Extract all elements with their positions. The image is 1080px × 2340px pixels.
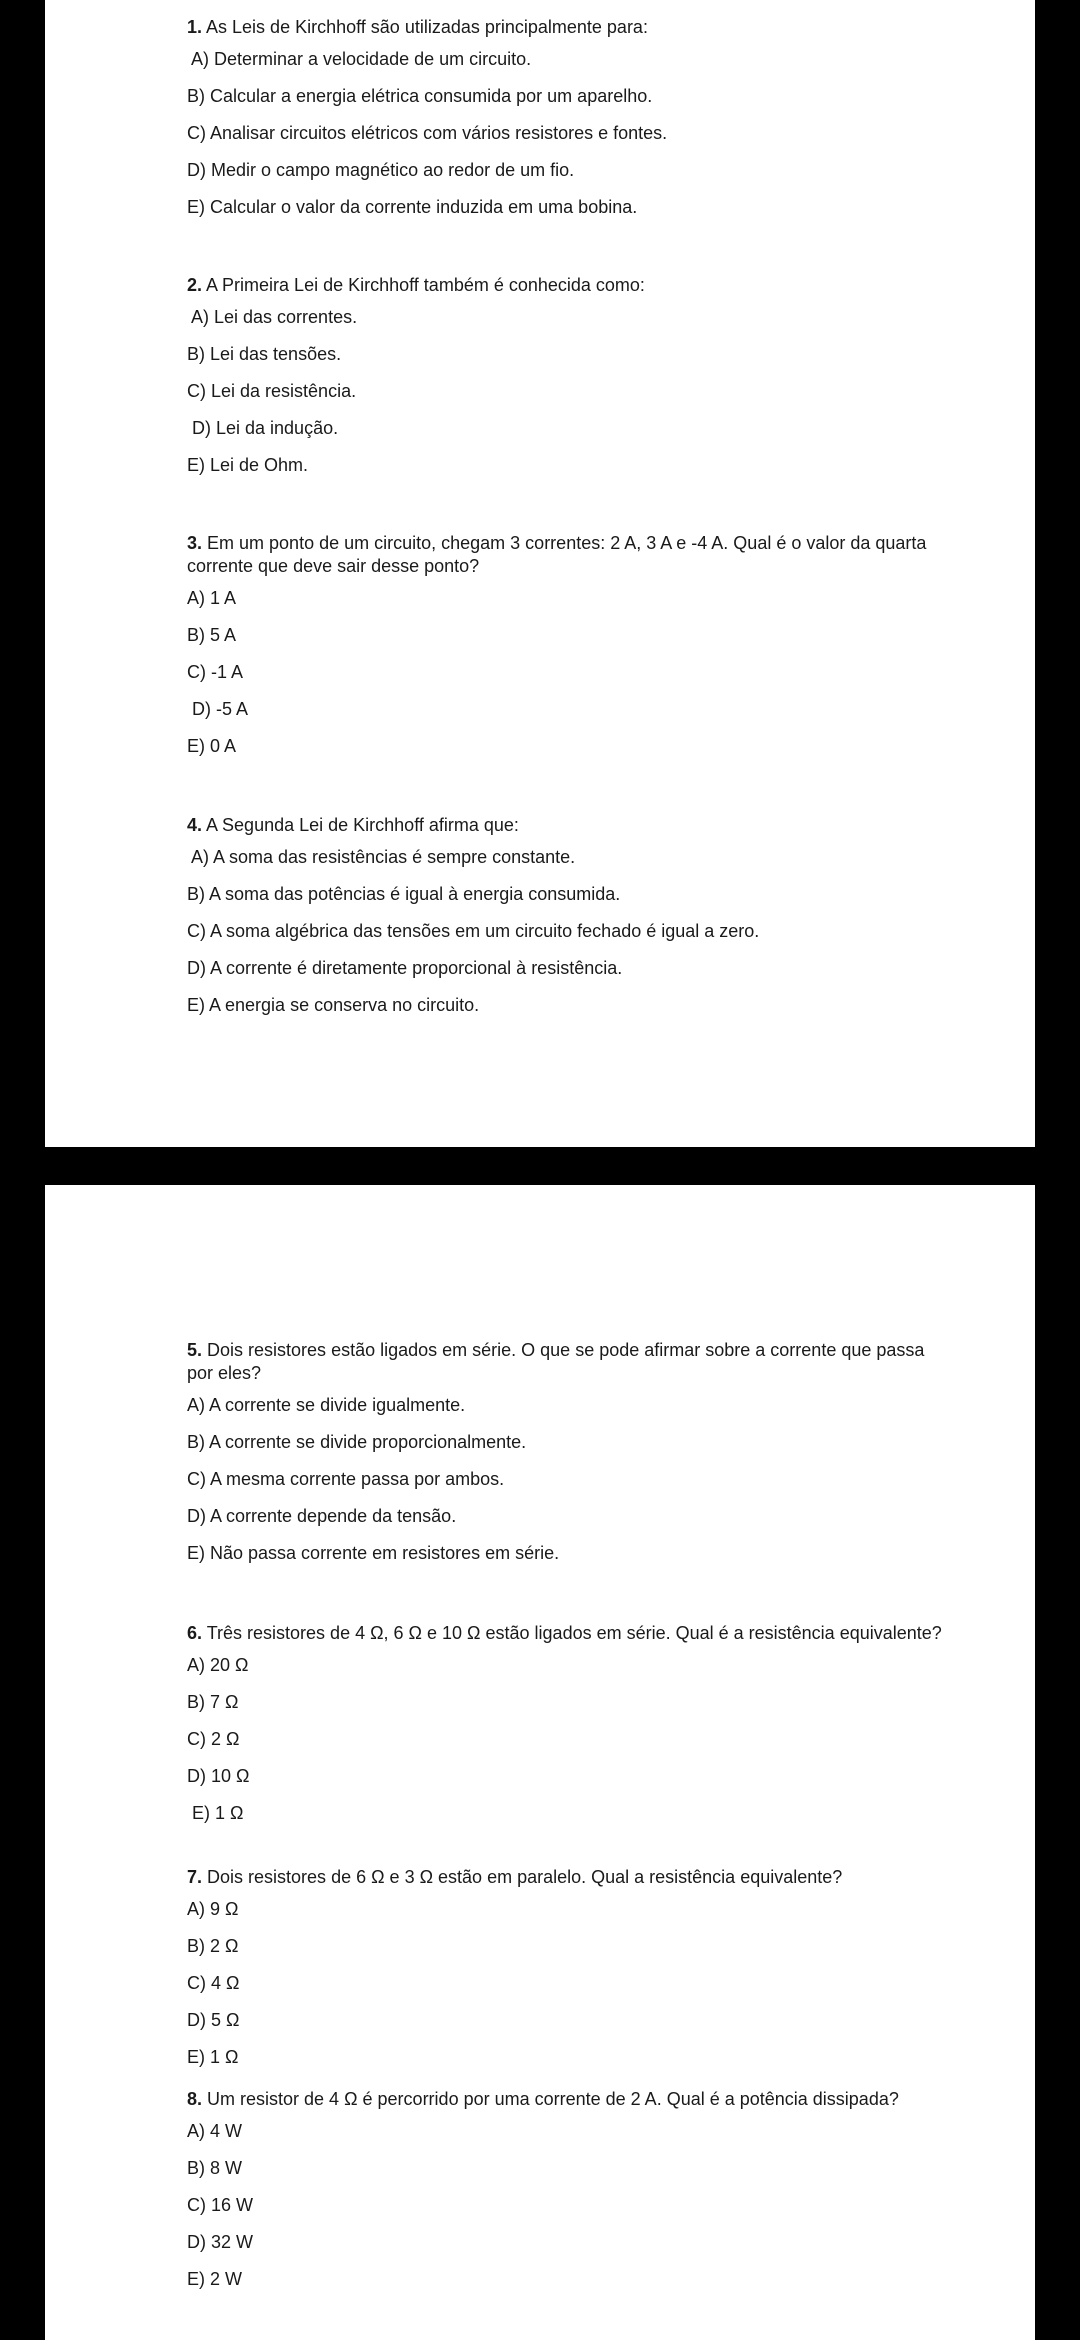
question-number: 7.: [187, 1867, 203, 1887]
option-d: D) Lei da indução.: [192, 418, 339, 438]
option-b: B) 5 A: [187, 625, 237, 645]
question-number: 4.: [187, 815, 203, 835]
document-page-1: [45, 0, 1035, 1147]
question-3: [187, 532, 947, 772]
question-title: [187, 814, 947, 837]
option-list: [187, 1654, 947, 1825]
option-list: [187, 1898, 947, 2069]
option-e: E) A energia se conserva no circuito.: [187, 995, 480, 1015]
option-b: B) A soma das potências é igual à energia consumida.: [187, 884, 621, 904]
option-e: E) Não passa corrente em resistores em série.: [187, 1543, 560, 1563]
option-list: [187, 48, 947, 219]
option-e: E) 1 Ω: [192, 1803, 244, 1823]
question-title: [187, 1339, 947, 1385]
option-a: A) Determinar a velocidade de um circuito.: [191, 49, 532, 69]
option-d: D) 32 W: [187, 2232, 254, 2252]
question-title: [187, 1866, 947, 1889]
question-title: [187, 16, 947, 39]
option-e: E) 1 Ω: [187, 2047, 239, 2067]
question-text: As Leis de Kirchhoff são utilizadas principalmente para:: [206, 17, 648, 37]
option-d: D) 10 Ω: [187, 1766, 250, 1786]
question-4: [187, 814, 947, 1031]
option-e: E) 0 A: [187, 736, 237, 756]
question-title: [187, 532, 947, 578]
option-list: [187, 1394, 947, 1565]
option-c: C) Analisar circuitos elétricos com vários resistores e fontes.: [187, 123, 668, 143]
option-a: A) 20 Ω: [187, 1655, 249, 1675]
option-d: D) Medir o campo magnético ao redor de um fio.: [187, 160, 575, 180]
question-text: Dois resistores estão ligados em série. O que se pode afirmar sobre a corrente que passa por eles?: [187, 1340, 925, 1383]
option-d: D) -5 A: [192, 699, 249, 719]
question-text: Um resistor de 4 Ω é percorrido por uma corrente de 2 A. Qual é a potência dissipada?: [207, 2089, 899, 2109]
question-title: [187, 1622, 947, 1645]
option-c: C) A soma algébrica das tensões em um circuito fechado é igual a zero.: [187, 921, 760, 941]
option-a: A) A soma das resistências é sempre constante.: [191, 847, 576, 867]
option-e: E) Calcular o valor da corrente induzida em uma bobina.: [187, 197, 638, 217]
option-c: C) 4 Ω: [187, 1973, 240, 1993]
option-c: C) -1 A: [187, 662, 244, 682]
option-b: B) Lei das tensões.: [187, 344, 342, 364]
option-a: A) 1 A: [187, 588, 237, 608]
question-number: 6.: [187, 1623, 203, 1643]
option-list: [187, 846, 947, 1017]
option-b: B) A corrente se divide proporcionalmente.: [187, 1432, 527, 1452]
question-text: Três resistores de 4 Ω, 6 Ω e 10 Ω estão ligados em série. Qual é a resistência equivalente?: [206, 1623, 942, 1643]
option-e: E) Lei de Ohm.: [187, 455, 309, 475]
option-a: A) A corrente se divide igualmente.: [187, 1395, 466, 1415]
option-list: [187, 2120, 947, 2291]
question-text: A Primeira Lei de Kirchhoff também é conhecida como:: [206, 275, 645, 295]
question-number: 1.: [187, 17, 203, 37]
option-c: C) Lei da resistência.: [187, 381, 357, 401]
question-number: 5.: [187, 1340, 203, 1360]
question-number: 3.: [187, 533, 203, 553]
question-2: [187, 274, 947, 491]
question-title: [187, 2088, 947, 2111]
option-e: E) 2 W: [187, 2269, 243, 2289]
option-d: D) A corrente depende da tensão.: [187, 1506, 457, 1526]
question-8: [187, 2088, 947, 2305]
question-title: [187, 274, 947, 297]
option-d: D) 5 Ω: [187, 2010, 240, 2030]
question-number: 8.: [187, 2089, 203, 2109]
question-text: Dois resistores de 6 Ω e 3 Ω estão em paralelo. Qual a resistência equivalente?: [207, 1867, 843, 1887]
document-page-2: [45, 1185, 1035, 2340]
option-c: C) 2 Ω: [187, 1729, 240, 1749]
option-list: [187, 306, 947, 477]
question-7: [187, 1866, 947, 2083]
option-a: A) Lei das correntes.: [191, 307, 358, 327]
option-b: B) 2 Ω: [187, 1936, 239, 1956]
option-list: [187, 587, 947, 758]
question-6: [187, 1622, 947, 1839]
option-c: C) A mesma corrente passa por ambos.: [187, 1469, 505, 1489]
option-b: B) 7 Ω: [187, 1692, 239, 1712]
question-5: [187, 1339, 947, 1579]
option-b: B) Calcular a energia elétrica consumida por um aparelho.: [187, 86, 653, 106]
option-d: D) A corrente é diretamente proporcional à resistência.: [187, 958, 623, 978]
option-b: B) 8 W: [187, 2158, 243, 2178]
option-c: C) 16 W: [187, 2195, 254, 2215]
option-a: A) 9 Ω: [187, 1899, 239, 1919]
question-number: 2.: [187, 275, 203, 295]
question-text: Em um ponto de um circuito, chegam 3 correntes: 2 A, 3 A e -4 A. Qual é o valor da quarta corrente que deve sair desse ponto?: [187, 533, 927, 576]
option-a: A) 4 W: [187, 2121, 243, 2141]
question-text: A Segunda Lei de Kirchhoff afirma que:: [206, 815, 519, 835]
question-1: [187, 16, 947, 233]
